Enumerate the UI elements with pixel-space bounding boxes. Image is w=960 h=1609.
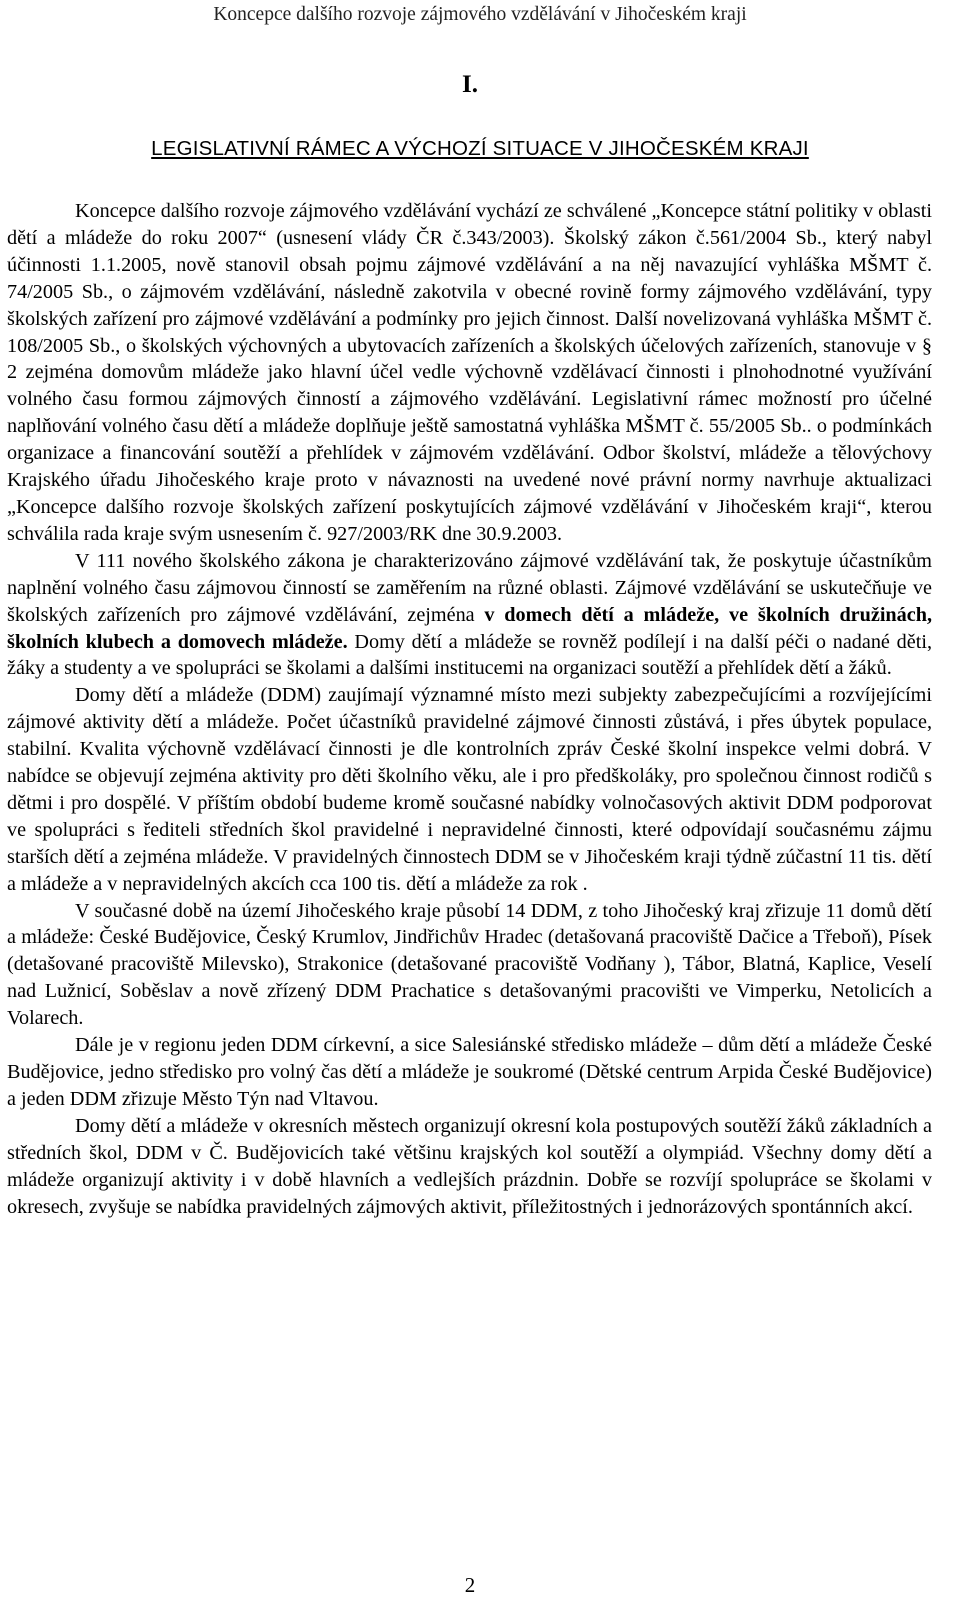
paragraph-school-law [7,548,932,683]
paragraph-other-ddm: Dále je v regionu jeden DDM církevní, a sice Salesiánské středisko mládeže – dům dětí a mládeže České Budějovice, jedno středisko pro volný čas dětí a mládeže je soukromé (Dětské centrum Arpida České Budějovice) a jeden DDM zřizuje Město Týn nad Vltavou. [7,1034,932,1110]
body-text [7,198,932,1220]
paragraph-competitions: Domy dětí a mládeže v okresních městech organizují okresní kola postupových soutěží žáků základních a středních škol, DDM v Č. Budějovicích také většinu krajských kol soutěží a olympiád. Všechny domy dětí a mládeže organizují aktivity i v době hlavních a vedlejších prázdnin. Dobře se rozvíjí spolupráce se školami v okresech, zvyšuje se nabídka pravidelných zájmových aktivit, příležitostných i jednorázových spontánních akcí. [7,1114,932,1218]
chapter-number: I. [462,71,478,98]
paragraph-legislation: Koncepce dalšího rozvoje zájmového vzdělávání vychází ze schválené „Koncepce státní politiky v oblasti dětí a mládeže do roku 2007“ (usnesení vlády ČR č.343/2003). Školský zákon č.561/2004 Sb., který nabyl účinnosti 1.1.2005, nově stanovil obsah pojmu zájmové vzdělávání a na něj navazující vyhláška MŠMT č. 74/2005 Sb., o zájmovém vzdělávání, následně zakotvila v obecné rovině formy zájmového vzdělávání, typy školských zařízení pro zájmové vzdělávání a podmínky pro jejich činnost. Další novelizovaná vyhláška MŠMT č. 108/2005 Sb., o školských výchovných a ubytovacích zařízeních a školských účelových zařízeních, stanovuje v § 2 zejména domovům mládeže jako hlavní účel vedle výchovně vzdělávací činnosti i plnohodnotné využívání volného času formou zájmových činností a zájmového vzdělávání. Legislativní rámec možností pro účelné naplňování volného času dětí a mládeže doplňuje ještě samostatná vyhláška MŠMT č. 55/2005 Sb.. o podmínkách organizace a financování soutěží a přehlídek v zájmovém vzdělávání. Odbor školství, mládeže a tělovýchovy Krajského úřadu Jihočeského kraje proto v návaznosti na uvedené nové právní normy navrhuje aktualizaci „Koncepce dalšího rozvoje školských zařízení poskytujících zájmové vzdělávání v Jihočeském kraji“, kterou schválila rada kraje svým usnesením č. 927/2003/RK dne 30.9.2003. [7,200,932,545]
paragraph-ddm-count: V současné době na území Jihočeského kraje působí 14 DDM, z toho Jihočeský kraj zřizuje 11 domů dětí a mládeže: České Budějovice, Český Krumlov, Jindřichův Hradec (detašovaná pracoviště Dačice a Třeboň), Písek (detašované pracoviště Milevsko), Strakonice (detašované pracoviště Vodňany ), Tábor, Blatná, Kaplice, Veselí nad Lužnicí, Soběslav a nově zřízený DDM Prachatice s detašovanými pracovišti ve Vimperku, Netolicích a Volarech. [7,899,932,1030]
chapter-title: LEGISLATIVNÍ RÁMEC A VÝCHOZÍ SITUACE V JIHOČESKÉM KRAJI [151,137,809,160]
running-header: Koncepce dalšího rozvoje zájmového vzdělávání v Jihočeském kraji [213,4,747,25]
paragraph-school-law-start: V 111 nového školského zákona je charakterizováno zájmové vzdělávání tak, že poskytuje účastníkům naplnění volného času zájmovou činností se zaměřením na různé oblasti. Zájmové vzdělávání se uskutečňuje ve školských zařízeních pro zájmové vzdělávání, zejména [7,549,932,626]
paragraph-ddm-role: Domy dětí a mládeže (DDM) zaujímají významné místo mezi subjekty zabezpečujícími a rozvíjejícími zájmové aktivity dětí a mládeže. Počet účastníků pravidelné zájmové činnosti zůstává, i přes úbytek populace, stabilní. Kvalita výchovně vzdělávací činnosti je dle kontrolních zpráv České školní inspekce velmi dobrá. V nabídce se objevují zejména aktivity pro děti školního věku, ale i pro předškoláky, pro společnou činnost rodičů s dětmi i pro dospělé. V příštím období budeme kromě současné nabídky volnočasových aktivit DDM podporovat ve spolupráci s řediteli středních škol pravidelné i nepravidelné činnosti, které odpovídají současnému zájmu starších dětí a zejména mládeže. V pravidelných činnostech DDM se v Jihočeském kraji týdně zúčastní 11 tis. dětí a mládeže a v nepravidelných akcích cca 100 tis. dětí a mládeže za rok . [7,684,932,895]
page-number: 2 [464,1573,476,1597]
paragraph-school-law-end: Domy dětí a mládeže se rovněž podílejí i na další péči o nadané děti, žáky a studenty a ve spolupráci se školami a dalšími institucemi na organizaci soutěží a přehlídek dětí a žáků. [7,630,932,680]
paragraph-school-law-bold: v domech dětí a mládeže, ve školních družinách, školních klubech a domovech mládeže. [7,603,932,653]
